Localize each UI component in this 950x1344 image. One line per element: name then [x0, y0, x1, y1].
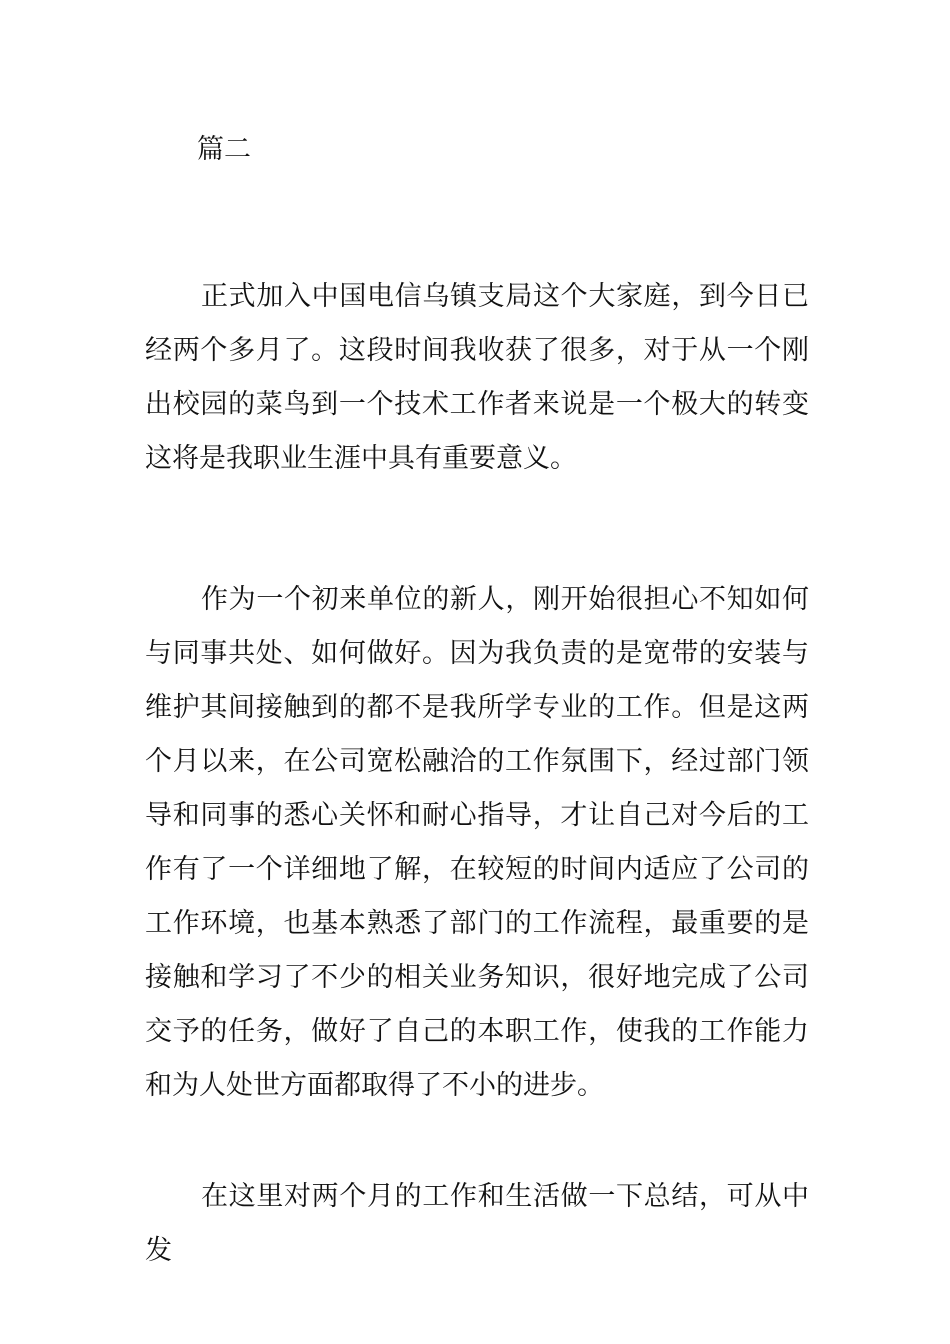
section-heading: 篇二	[197, 134, 251, 165]
paragraph-2: 作为一个初来单位的新人，刚开始很担心不知如何与同事共处、如何做好。因为我负责的是宽带的安装与维护其间接触到的都不是我所学专业的工作。但是这两个月以来，在公司宽松融洽的工作氛围下，经过部门领导和同事的悉心关怀和耐心指导，才让自己对今后的工作有了一个详细地了解，在较短的时间内适应了公司的工作环境，也基本熟悉了部门的工作流程，最重要的是接触和学习了不少的相关业务知识，很好地完成了公司交予的任务，做好了自己的本职工作，使我的工作能力和为人处世方面都取得了不小的进步。	[145, 584, 809, 1101]
paragraph-3: 在这里对两个月的工作和生活做一下总结，可从中发	[145, 1181, 809, 1266]
paragraph-1: 正式加入中国电信乌镇支局这个大家庭，到今日已经两个多月了。这段时间我收获了很多，对于从一个刚出校园的菜鸟到一个技术工作者来说是一个极大的转变这将是我职业生涯中具有重要意义。	[145, 281, 809, 474]
